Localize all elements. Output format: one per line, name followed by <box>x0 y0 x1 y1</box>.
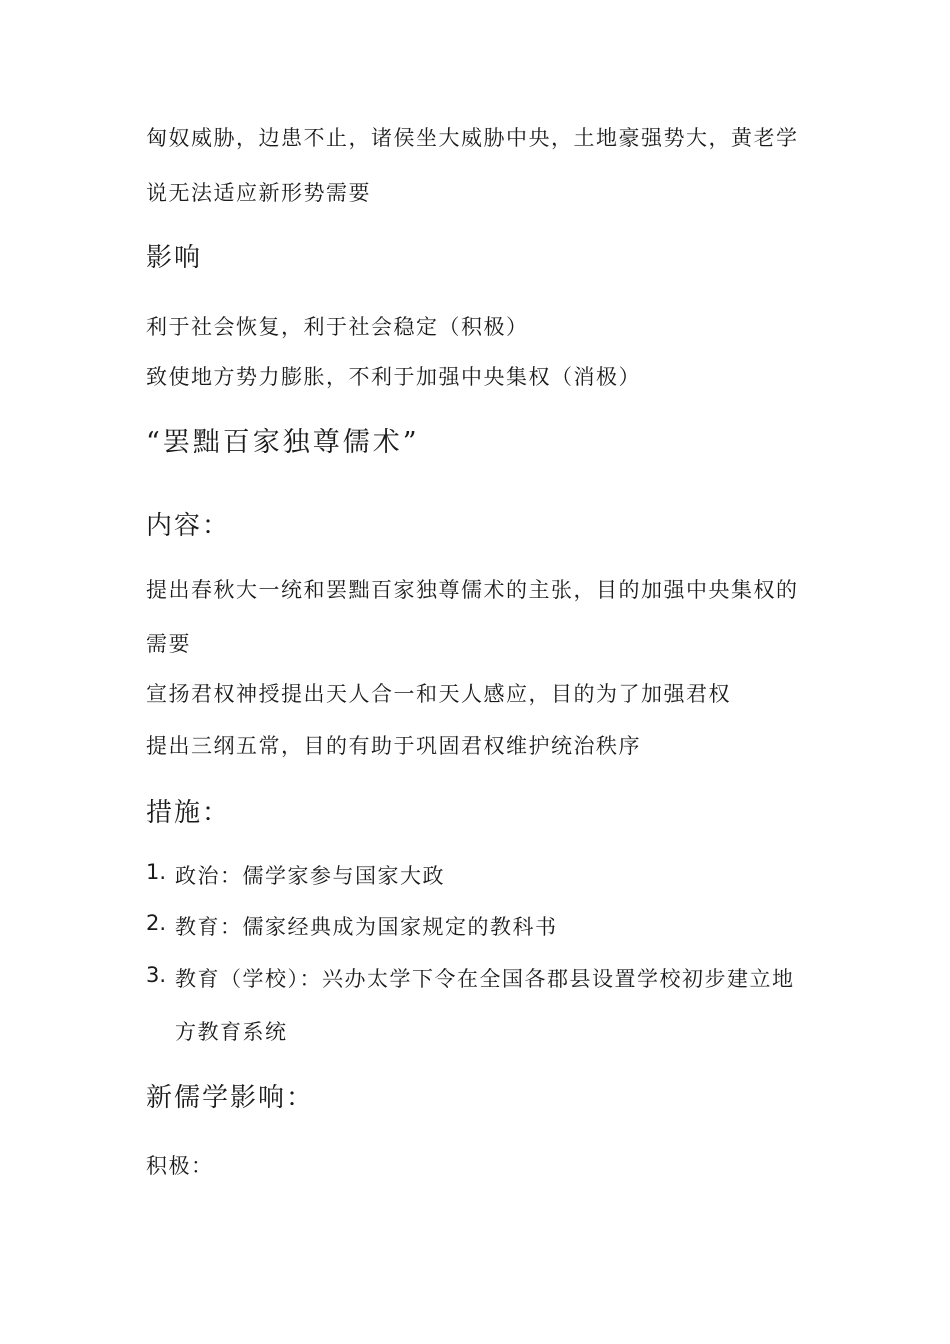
list-item-text: 教育（学校）：兴办太学下令在全国各郡县设置学校初步建立地 <box>175 967 795 991</box>
influence-positive: 利于社会恢复，利于社会稳定（积极） <box>146 315 529 339</box>
list-item-number: 3. <box>146 963 167 987</box>
list-item-number: 2. <box>146 911 167 935</box>
list-item-text: 政治：儒学家参与国家大政 <box>175 864 445 888</box>
content-paragraph-1-line-2: 需要 <box>146 632 191 656</box>
list-item-text: 教育：儒家经典成为国家规定的教科书 <box>175 915 558 939</box>
intro-line-1: 匈奴威胁，边患不止，诸侯坐大威胁中央，土地豪强势大，黄老学 <box>146 126 799 150</box>
content-paragraph-2: 宣扬君权神授提出天人合一和天人感应，目的为了加强君权 <box>146 682 731 706</box>
content-paragraph-1-line-1: 提出春秋大一统和罢黜百家独尊儒术的主张，目的加强中央集权的 <box>146 578 799 602</box>
list-item-text-continued: 方教育系统 <box>175 1020 288 1044</box>
intro-line-2: 说无法适应新形势需要 <box>146 181 371 205</box>
influence-heading: 影响 <box>146 243 203 273</box>
list-item-number: 1. <box>146 860 167 884</box>
influence-negative: 致使地方势力膨胀，不利于加强中央集权（消极） <box>146 365 641 389</box>
policy-title: “罢黜百家独尊儒术” <box>146 427 420 458</box>
content-paragraph-3: 提出三纲五常，目的有助于巩固君权维护统治秩序 <box>146 734 641 758</box>
neo-confucian-heading: 新儒学影响： <box>146 1083 315 1113</box>
content-heading: 内容： <box>146 511 231 541</box>
measures-heading: 措施： <box>146 798 231 828</box>
neo-confucian-positive-heading: 积极： <box>146 1154 214 1178</box>
